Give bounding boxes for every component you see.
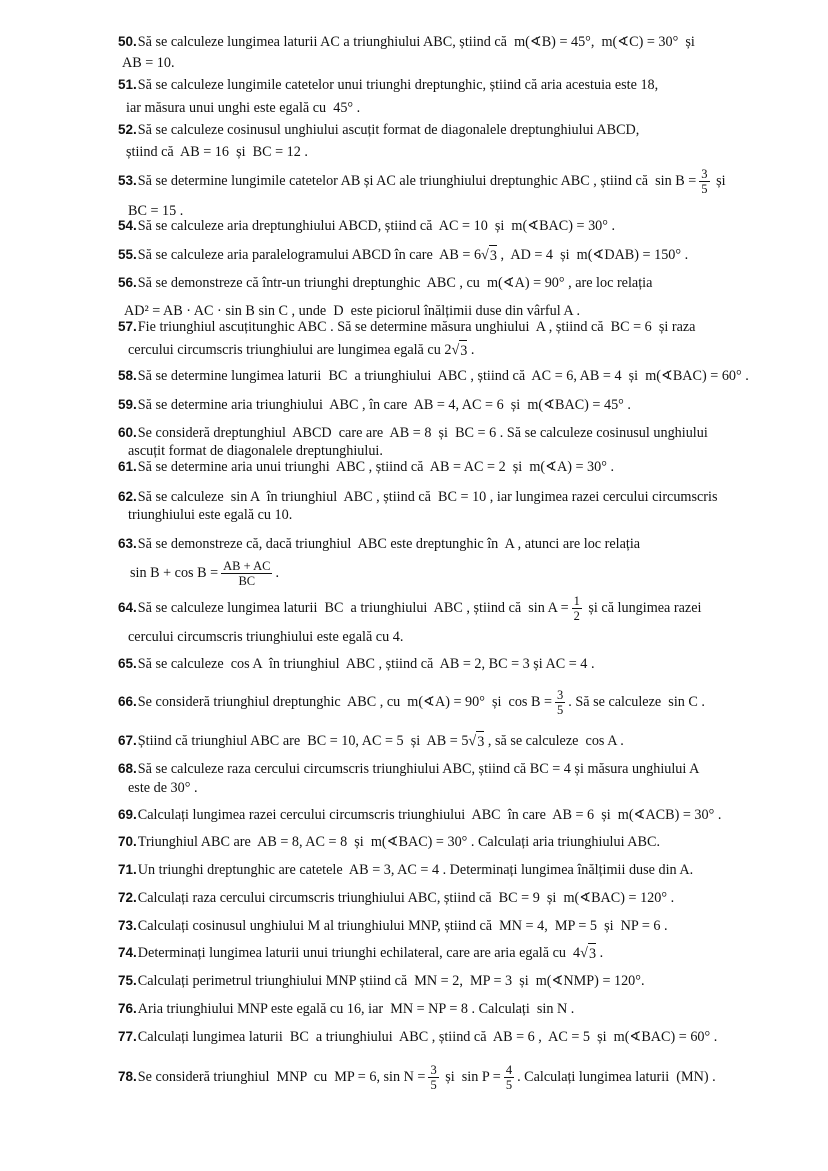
problem-text: Să se calculeze lungimea laturii BC a triunghiului ABC , știind că sin A =	[137, 600, 569, 616]
problem-61	[118, 457, 614, 477]
problem-text: Calculați raza cercului circumscris triunghiului ABC, știind că BC = 9 și m(∢BAC) = 120° .	[137, 890, 675, 906]
problem-78	[118, 1062, 716, 1092]
fraction-numerator: AB + AC	[223, 558, 271, 573]
problem-text: și că lungimea razei	[584, 600, 702, 616]
problem-continuation-line	[130, 558, 280, 588]
problem-number: 78.	[118, 1069, 137, 1084]
problem-text: cercului circumscris triunghiului are lungimea egală cu 2	[128, 342, 452, 358]
problem-69	[118, 805, 721, 825]
problem-text: Să se demonstreze că într-un triunghi dreptunghic ABC , cu m(∢A) = 90° , are loc relația	[137, 275, 653, 291]
problem-text: Să se determine lungimea laturii BC a triunghiului ABC , știind că AC = 6, AB = 4 și m(∢BAC) = 60° .	[137, 368, 749, 384]
problem-number: 56.	[118, 275, 137, 290]
problem-text: .	[275, 565, 280, 581]
problem-number: 74.	[118, 945, 137, 960]
problem-77	[118, 1027, 717, 1047]
problem-54	[118, 216, 615, 236]
problem-text: știind că AB = 16 și BC = 12 .	[126, 144, 308, 160]
problem-text: și sin P =	[441, 1069, 501, 1085]
problem-50	[118, 32, 695, 52]
problem-text: Știind că triunghiul ABC are BC = 10, AC = 5 și AB = 5	[137, 733, 469, 749]
problem-number: 73.	[118, 918, 137, 933]
problem-number: 54.	[118, 218, 137, 233]
problem-57	[118, 317, 695, 337]
problem-number: 50.	[118, 34, 137, 49]
problem-text: Să se calculeze lungimea laturii AC a triunghiului ABC, știind că m(∢B) = 45°, m(∢C) = 30° și	[137, 34, 695, 50]
problem-number: 53.	[118, 173, 137, 188]
problem-text: Calculați lungimea laturii BC a triunghiului ABC , știind că AB = 6 , AC = 5 și m(∢BAC) = 60° .	[137, 1029, 718, 1045]
problem-number: 59.	[118, 397, 137, 412]
problem-text: . Să se calculeze sin C .	[568, 694, 705, 710]
problem-56	[118, 273, 652, 293]
problem-text: Fie triunghiul ascuțitunghic ABC . Să se determine măsura unghiului A , știind că BC = 6 și raza	[137, 319, 696, 335]
problem-text: Să se calculeze raza cercului circumscris triunghiului ABC, știind că BC = 4 și măsura unghiului A	[137, 761, 700, 777]
problem-number: 64.	[118, 600, 137, 615]
problem-68	[118, 759, 699, 779]
fraction-denominator: 5	[430, 1077, 437, 1092]
problem-text: sin B + cos B =	[130, 565, 219, 581]
problem-number: 77.	[118, 1029, 137, 1044]
problem-60	[118, 423, 708, 443]
fraction	[572, 594, 582, 623]
problem-text: AB = 10.	[122, 55, 175, 71]
fraction-denominator: BC	[238, 573, 256, 588]
problem-text: ascuțit format de diagonalele dreptunghiului.	[128, 443, 383, 459]
problem-number: 68.	[118, 761, 137, 776]
problem-number: 62.	[118, 489, 137, 504]
problem-text: Triunghiul ABC are AB = 8, AC = 8 și m(∢BAC) = 30° . Calculați aria triunghiului ABC.	[137, 834, 661, 850]
problem-55	[118, 245, 688, 265]
problem-number: 75.	[118, 973, 137, 988]
problem-text: Să se calculeze aria dreptunghiului ABCD, știind că AC = 10 și m(∢BAC) = 30° .	[137, 218, 616, 234]
fraction	[221, 559, 272, 588]
problem-number: 72.	[118, 890, 137, 905]
problem-text: și	[712, 173, 726, 189]
problem-76	[118, 999, 574, 1019]
sqrt-sign: √	[580, 945, 588, 961]
problem-number: 61.	[118, 459, 137, 474]
problem-text: Să se calculeze lungimile catetelor unui triunghi dreptunghic, știind că aria acestuia este 18,	[137, 77, 659, 93]
problem-74	[118, 943, 603, 963]
problem-64	[118, 593, 702, 623]
problem-text: Să se determine lungimile catetelor AB și AC ale triunghiului dreptunghic ABC , știind că sin B =	[137, 173, 697, 189]
problem-text: Determinați lungimea laturii unui triunghi echilateral, care are aria egală cu 4	[137, 945, 581, 961]
problem-text: cercului circumscris triunghiului este egală cu 4.	[128, 629, 404, 645]
problem-number: 70.	[118, 834, 137, 849]
fraction-denominator: 5	[701, 181, 708, 196]
problem-number: 65.	[118, 656, 137, 671]
problem-text: Să se demonstreze că, dacă triunghiul ABC este dreptunghic în A , atunci are loc relația	[137, 536, 641, 552]
sqrt-sign: √	[481, 247, 489, 263]
problem-71	[118, 860, 693, 880]
problem-number: 57.	[118, 319, 137, 334]
problem-number: 63.	[118, 536, 137, 551]
problem-73	[118, 916, 668, 936]
problem-continuation-line	[126, 98, 360, 118]
problem-text: Să se determine aria unui triunghi ABC , știind că AB = AC = 2 și m(∢A) = 30° .	[137, 459, 614, 475]
problem-continuation-line	[128, 627, 403, 647]
sqrt-sign: √	[451, 342, 460, 358]
problem-number: 51.	[118, 77, 137, 92]
problem-70	[118, 832, 660, 852]
problem-number: 69.	[118, 807, 137, 822]
problem-59	[118, 395, 631, 415]
problem-72	[118, 888, 674, 908]
problem-continuation-line	[128, 778, 198, 798]
problem-number: 52.	[118, 122, 137, 137]
problem-number: 60.	[118, 425, 137, 440]
problem-58	[118, 366, 749, 386]
sqrt-radicand: 3	[588, 943, 596, 964]
fraction-denominator: 2	[573, 608, 580, 623]
fraction-denominator: 5	[505, 1077, 513, 1092]
fraction	[699, 167, 709, 196]
sqrt-radicand: 3	[476, 731, 484, 752]
problem-text: Să se calculeze cos A în triunghiul ABC , știind că AB = 2, BC = 3 și AC = 4 .	[137, 656, 595, 672]
problem-text: Calculați perimetrul triunghiului MNP știind că MN = 2, MP = 3 și m(∢NMP) = 120°.	[137, 973, 645, 989]
problem-text: Să se calculeze sin A în triunghiul ABC , știind că BC = 10 , iar lungimea razei cercului circumscris	[137, 489, 718, 505]
problem-number: 58.	[118, 368, 137, 383]
problem-text: , să se calculeze cos A .	[484, 733, 624, 749]
problem-text: Calculați cosinusul unghiului M al triunghiului MNP, știind că MN = 4, MP = 5 și NP = 6 .	[137, 918, 668, 934]
sqrt-radicand: 3	[459, 340, 467, 361]
problem-text: Se consideră dreptunghiul ABCD care are AB = 8 și BC = 6 . Să se calculeze cosinusul unghiului	[137, 425, 708, 441]
problem-continuation-line	[122, 53, 175, 73]
problem-number: 55.	[118, 247, 137, 262]
fraction	[428, 1063, 438, 1092]
problem-text: Calculați lungimea razei cercului circumscris triunghiului ABC în care AB = 6 și m(∢ACB) = 30° .	[137, 807, 722, 823]
problem-text: .	[596, 945, 604, 961]
problem-number: 76.	[118, 1001, 137, 1016]
problem-continuation-line	[128, 340, 474, 360]
problem-number: 66.	[118, 694, 137, 709]
problem-text: AD² = AB · AC · sin B sin C , unde D este piciorul înălțimii duse din vârful A .	[124, 303, 580, 319]
fraction	[504, 1063, 514, 1092]
fraction-numerator: 1	[573, 593, 580, 608]
problem-number: 71.	[118, 862, 137, 877]
problem-63	[118, 534, 640, 554]
problem-text: Să se calculeze aria paralelogramului ABCD în care AB = 6	[137, 247, 482, 263]
problem-text: Se consideră triunghiul dreptunghic ABC , cu m(∢A) = 90° și cos B =	[137, 694, 552, 710]
problem-67	[118, 731, 624, 751]
problem-text: , AD = 4 și m(∢DAB) = 150° .	[496, 247, 689, 263]
sqrt-sign: √	[468, 733, 477, 749]
problem-text: .	[467, 342, 475, 358]
problem-text: . Calculați lungimea laturii (MN) .	[517, 1069, 716, 1085]
problem-text: BC = 15 .	[128, 203, 184, 219]
problem-53	[118, 166, 726, 196]
problem-text: Aria triunghiului MNP este egală cu 16, iar MN = NP = 8 . Calculați sin N .	[137, 1001, 575, 1017]
problem-number: 67.	[118, 733, 137, 748]
problem-text: iar măsura unui unghi este egală cu 45° .	[126, 100, 361, 116]
sqrt-radicand: 3	[489, 245, 497, 266]
problem-75	[118, 971, 645, 991]
problem-52	[118, 120, 639, 140]
problem-text: Un triunghi dreptunghic are catetele AB = 3, AC = 4 . Determinați lungimea înălțimii duse din A.	[137, 862, 694, 878]
fraction-denominator: 5	[557, 702, 564, 717]
problem-51	[118, 75, 658, 95]
fraction-numerator: 3	[557, 687, 564, 702]
fraction	[555, 688, 565, 717]
problem-text: triunghiului este egală cu 10.	[128, 507, 293, 523]
problem-66	[118, 687, 705, 717]
problem-continuation-line	[128, 505, 292, 525]
problem-text: este de 30° .	[128, 780, 198, 796]
problem-65	[118, 654, 595, 674]
problem-text: Se consideră triunghiul MNP cu MP = 6, sin N =	[137, 1069, 426, 1085]
problem-text: Să se determine aria triunghiului ABC , în care AB = 4, AC = 6 și m(∢BAC) = 45° .	[137, 397, 631, 413]
fraction-numerator: 4	[505, 1062, 513, 1077]
fraction-numerator: 3	[701, 166, 708, 181]
problem-continuation-line	[126, 142, 308, 162]
fraction-numerator: 3	[430, 1062, 437, 1077]
problem-text: Să se calculeze cosinusul unghiului ascuțit format de diagonalele dreptunghiului ABCD,	[137, 122, 640, 138]
problem-62	[118, 487, 717, 507]
